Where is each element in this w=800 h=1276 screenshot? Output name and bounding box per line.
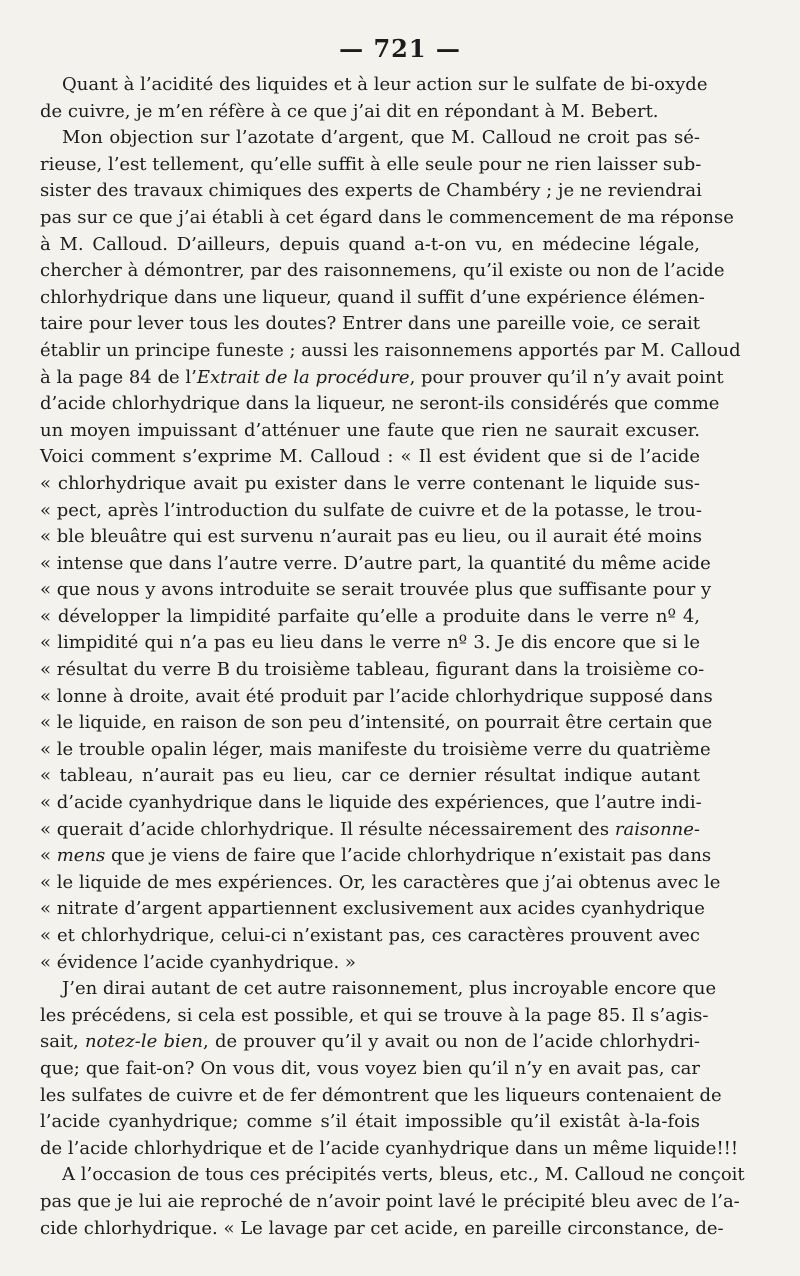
text-line: un moyen impuissant d’atténuer une faute que rien ne saurait excuser. xyxy=(40,419,700,441)
text-line: cide chlorhydrique. « Le lavage par cet acide, en pareille circonstance, de- xyxy=(40,1217,724,1239)
text-line: l’acide cyanhydrique; comme s’il était impossible qu’il existât à-la-fois xyxy=(40,1111,700,1133)
text-segment: « querait d’acide chlorhydrique. Il résulte nécessairement des xyxy=(40,818,615,840)
body-text xyxy=(40,72,745,1242)
text-line: « nitrate d’argent appartiennent exclusivement aux acides cyanhydrique xyxy=(40,898,705,920)
text-line: chercher à démontrer, par des raisonnemens, qu’il existe ou non de l’acide xyxy=(40,260,725,282)
text-line: de l’acide chlorhydrique et de l’acide cyanhydrique dans un même liquide!!! xyxy=(40,1137,739,1159)
text-line: que; que fait-on? On vous dit, vous voyez bien qu’il n’y en avait pas, car xyxy=(40,1057,700,1079)
text-line: d’acide chlorhydrique dans la liqueur, ne seront-ils considérés que comme xyxy=(40,393,720,415)
text-line: « le liquide, en raison de son peu d’intensité, on pourrait être certain que xyxy=(40,712,713,734)
text-line: chlorhydrique dans une liqueur, quand il suffit d’une expérience élémen- xyxy=(40,286,705,308)
text-line xyxy=(40,365,724,392)
italic-segment: raisonne- xyxy=(614,818,700,840)
text-line: « limpidité qui n’a pas eu lieu dans le verre nº 3. Je dis encore que si le xyxy=(40,632,700,654)
page-number: — 721 — xyxy=(339,34,461,63)
text-line: les sulfates de cuivre et de fer démontrent que les liqueurs contenaient de xyxy=(40,1084,722,1106)
text-line: « le liquide de mes expériences. Or, les caractères que j’ai obtenus avec le xyxy=(40,871,721,893)
text-line: « résultat du verre B du troisième tableau, figurant dans la troisième co- xyxy=(40,659,705,681)
text-line: « chlorhydrique avait pu exister dans le verre contenant le liquide sus- xyxy=(40,472,700,494)
text-line: pas que je lui aie reproché de n’avoir point lavé le précipité bleu avec de l’a- xyxy=(40,1190,740,1212)
italic-segment: Extrait de la procédure xyxy=(196,366,410,388)
text-segment: « xyxy=(40,845,57,867)
text-line: établir un principe funeste ; aussi les raisonnemens apportés par M. Calloud xyxy=(40,339,741,361)
text-line: « ble bleuâtre qui est survenu n’aurait pas eu lieu, ou il aurait été moins xyxy=(40,526,703,548)
text-line: Quant à l’acidité des liquides et à leur action sur le sulfate de bi-oxyde xyxy=(62,74,708,95)
text-segment: que je viens de faire que l’acide chlorhydrique n’existait pas dans xyxy=(105,845,712,867)
text-line: A l’occasion de tous ces précipités verts, bleus, etc., M. Calloud ne conçoit xyxy=(62,1164,745,1186)
text-line xyxy=(40,817,700,844)
text-line: rieuse, l’est tellement, qu’elle suffit à elle seule pour ne rien laisser sub- xyxy=(40,153,702,175)
text-line: sister des travaux chimiques des experts de Chambéry ; je ne reviendrai xyxy=(40,180,702,202)
text-line: « d’acide cyanhydrique dans le liquide des expériences, que l’autre indi- xyxy=(40,792,702,814)
text-line: « et chlorhydrique, celui-ci n’existant pas, ces caractères prouvent avec xyxy=(40,925,700,946)
text-line: « le trouble opalin léger, mais manifeste du troisième verre du quatrième xyxy=(40,738,711,760)
italic-segment: notez-le bien xyxy=(84,1031,204,1053)
text-line: « évidence l’acide cyanhydrique. » xyxy=(40,951,356,973)
text-line xyxy=(40,1029,700,1056)
text-line: taire pour lever tous les doutes? Entrer dans une pareille voie, ce serait xyxy=(40,313,700,335)
text-line: « développer la limpidité parfaite qu’elle a produite dans le verre nº 4, xyxy=(40,605,700,627)
text-line: « tableau, n’aurait pas eu lieu, car ce dernier résultat indique autant xyxy=(40,765,700,787)
text-line: de cuivre, je m’en réfère à ce que j’ai dit en répondant à M. Bebert. xyxy=(40,100,659,122)
text-line: « intense que dans l’autre verre. D’autre part, la quantité du même acide xyxy=(40,552,711,574)
text-line: Voici comment s’exprime M. Calloud : « Il est évident que si de l’acide xyxy=(40,446,700,468)
text-segment: , de prouver qu’il y avait ou non de l’acide chlorhydri- xyxy=(203,1031,701,1053)
text-line: pas sur ce que j’ai établi à cet égard dans le commencement de ma réponse xyxy=(40,206,734,228)
text-line: « pect, après l’introduction du sulfate de cuivre et de la potasse, le trou- xyxy=(40,499,702,521)
text-segment: , pour prouver qu’il n’y avait point xyxy=(409,366,724,388)
text-segment: à la page 84 de l’ xyxy=(40,366,197,388)
text-line: J’en dirai autant de cet autre raisonnement, plus incroyable encore que xyxy=(62,978,717,1000)
text-line: les précédens, si cela est possible, et qui se trouve à la page 85. Il s’agis- xyxy=(40,1004,709,1026)
text-line: « que nous y avons introduite se serait trouvée plus que suffisante pour y xyxy=(40,579,712,601)
text-line: Mon objection sur l’azotate d’argent, que M. Calloud ne croit pas sé- xyxy=(62,127,700,149)
text-line: à M. Calloud. D’ailleurs, depuis quand a-t-on vu, en médecine légale, xyxy=(40,233,700,255)
text-line: « lonne à droite, avait été produit par l’acide chlorhydrique supposé dans xyxy=(40,685,713,707)
text-segment: sait, xyxy=(40,1031,85,1053)
text-line xyxy=(40,843,712,870)
italic-segment: mens xyxy=(56,845,106,867)
